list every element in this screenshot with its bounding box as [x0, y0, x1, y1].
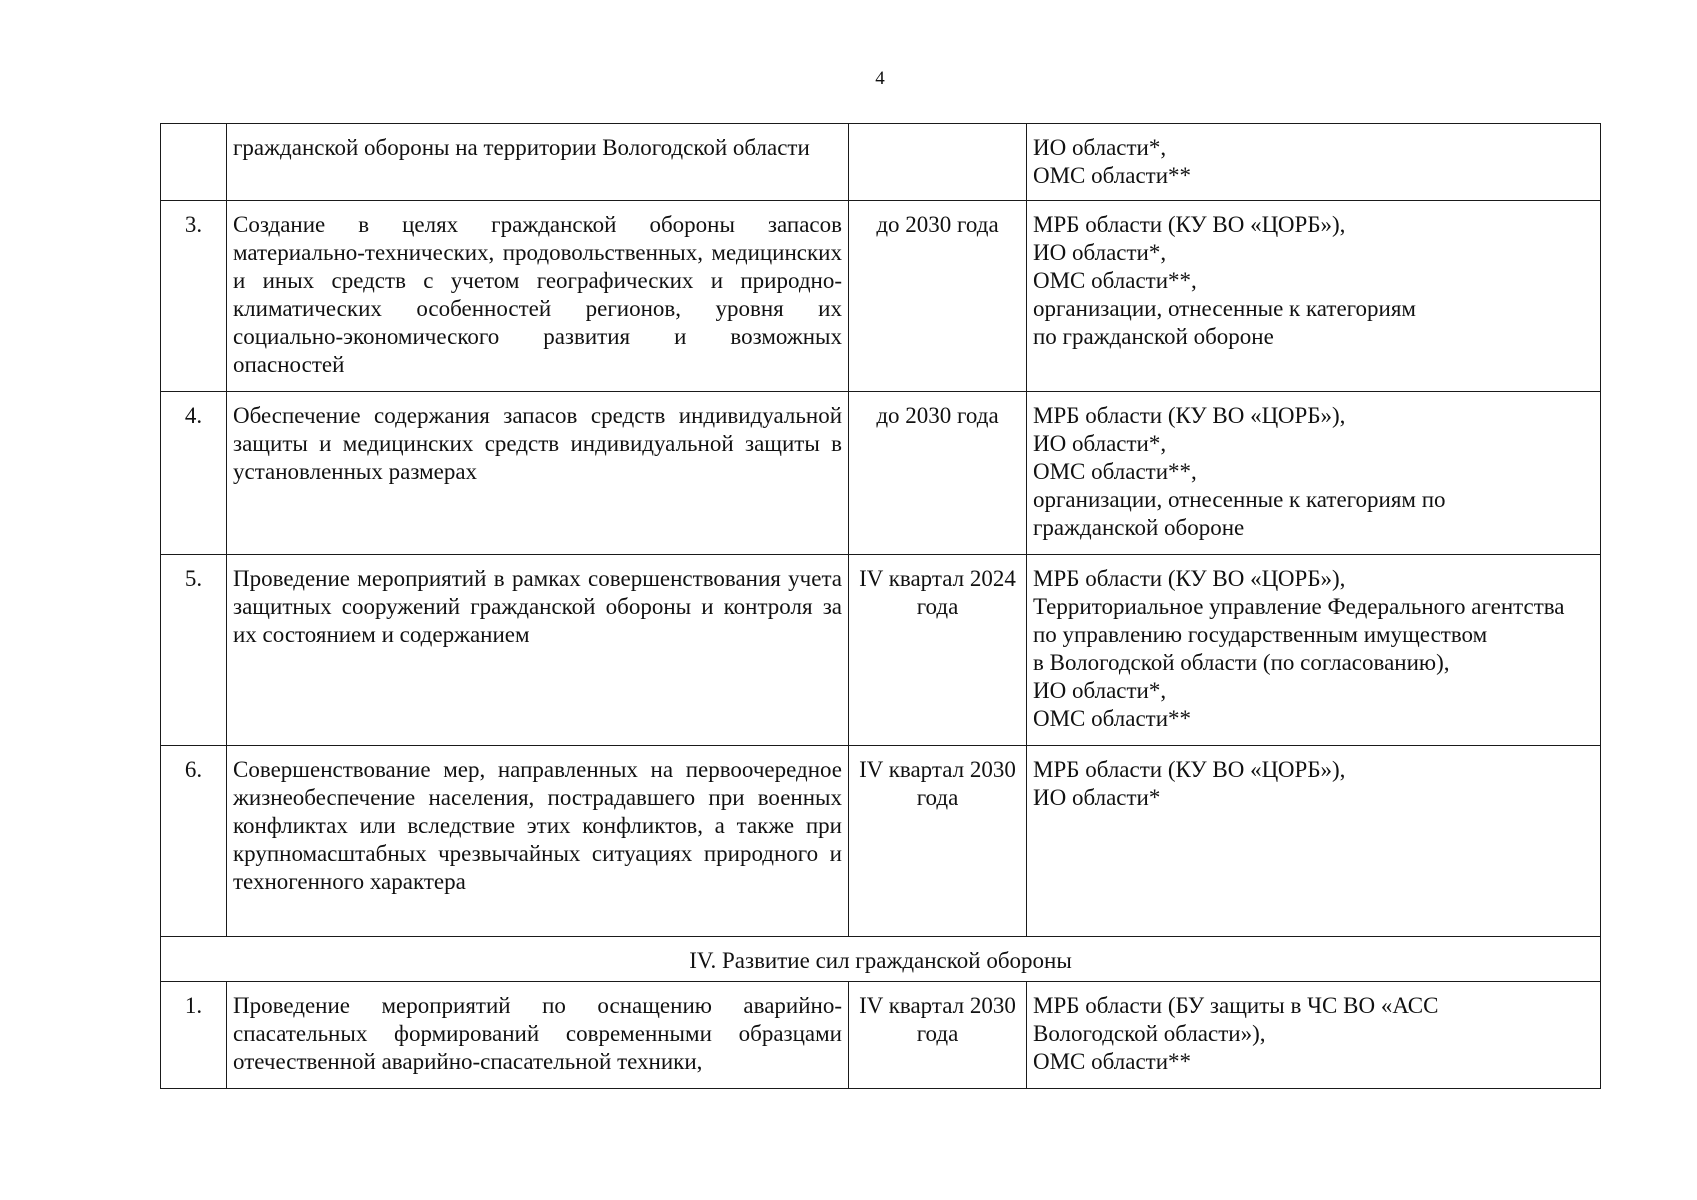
table-row — [161, 982, 1601, 1089]
section-heading: IV. Развитие сил гражданской обороны — [161, 937, 1601, 982]
row-number — [161, 124, 227, 201]
responsible-line: ОМС области**, — [1033, 268, 1197, 293]
measure-text: Создание в целях гражданской обороны запасов материально-технических, продовольственных, медицинских и иных средств с учетом географических и природно-климатических особенностей регионов, уровня их социально-экономического развития и возможных опасностей — [227, 201, 849, 392]
measures-table — [160, 123, 1601, 1089]
responsible-line: по гражданской обороне — [1033, 324, 1274, 349]
responsible-executors — [1027, 392, 1601, 555]
responsible-line: ИО области*, — [1033, 135, 1167, 160]
responsible-line: МРБ области (КУ ВО «ЦОРБ»), — [1033, 403, 1346, 428]
responsible-line: Вологодской области»), — [1033, 1021, 1266, 1046]
responsible-line: организации, отнесенные к категориям — [1033, 296, 1416, 321]
measure-text: Проведение мероприятий по оснащению аварийно-спасательных формирований современными образцами отечественной аварийно-спасательной техники, — [227, 982, 849, 1089]
responsible-line: по управлению государственным имуществом — [1033, 622, 1488, 647]
row-number: 3. — [161, 201, 227, 392]
measure-text: Обеспечение содержания запасов средств индивидуальной защиты и медицинских средств индивидуальной защиты в установленных размерах — [227, 392, 849, 555]
responsible-line: ИО области* — [1033, 785, 1161, 810]
responsible-line: МРБ области (КУ ВО «ЦОРБ»), — [1033, 212, 1346, 237]
responsible-executors — [1027, 124, 1601, 201]
responsible-line: ИО области*, — [1033, 431, 1167, 456]
row-number: 5. — [161, 555, 227, 746]
responsible-line: ИО области*, — [1033, 678, 1167, 703]
row-number: 4. — [161, 392, 227, 555]
measure-text: Совершенствование мер, направленных на первоочередное жизнеобеспечение населения, пострадавшего при военных конфликтах или вследствие этих конфликтов, а также при крупномасштабных чрезвычайных ситуациях природного и техногенного характера — [227, 746, 849, 937]
deadline: IV квартал 2024 года — [849, 555, 1027, 746]
responsible-line: МРБ области (КУ ВО «ЦОРБ»), — [1033, 566, 1346, 591]
responsible-line: Территориальное управление Федерального агентства — [1033, 594, 1565, 619]
responsible-line: ОМС области** — [1033, 706, 1192, 731]
table-row — [161, 201, 1601, 392]
deadline: IV квартал 2030 года — [849, 746, 1027, 937]
deadline: до 2030 года — [849, 392, 1027, 555]
table-row — [161, 124, 1601, 201]
row-number: 1. — [161, 982, 227, 1089]
responsible-line: в Вологодской области (по согласованию), — [1033, 650, 1450, 675]
responsible-line: МРБ области (БУ защиты в ЧС ВО «АСС — [1033, 993, 1439, 1018]
deadline: до 2030 года — [849, 201, 1027, 392]
responsible-line: ОМС области** — [1033, 163, 1192, 188]
page-number: 4 — [875, 68, 885, 89]
responsible-line: МРБ области (КУ ВО «ЦОРБ»), — [1033, 757, 1346, 782]
measure-text: гражданской обороны на территории Вологодской области — [227, 124, 849, 201]
row-number: 6. — [161, 746, 227, 937]
table-row — [161, 392, 1601, 555]
responsible-line: ОМС области** — [1033, 1049, 1192, 1074]
responsible-line: гражданской обороне — [1033, 515, 1245, 540]
table-row — [161, 746, 1601, 937]
responsible-line: ИО области*, — [1033, 240, 1167, 265]
section-heading-row — [161, 937, 1601, 982]
measure-text: Проведение мероприятий в рамках совершенствования учета защитных сооружений гражданской обороны и контроля за их состоянием и содержанием — [227, 555, 849, 746]
responsible-executors — [1027, 201, 1601, 392]
responsible-executors — [1027, 982, 1601, 1089]
responsible-line: ОМС области**, — [1033, 459, 1197, 484]
responsible-executors — [1027, 746, 1601, 937]
responsible-executors — [1027, 555, 1601, 746]
deadline: IV квартал 2030 года — [849, 982, 1027, 1089]
responsible-line: организации, отнесенные к категориям по — [1033, 487, 1446, 512]
deadline — [849, 124, 1027, 201]
table-row — [161, 555, 1601, 746]
